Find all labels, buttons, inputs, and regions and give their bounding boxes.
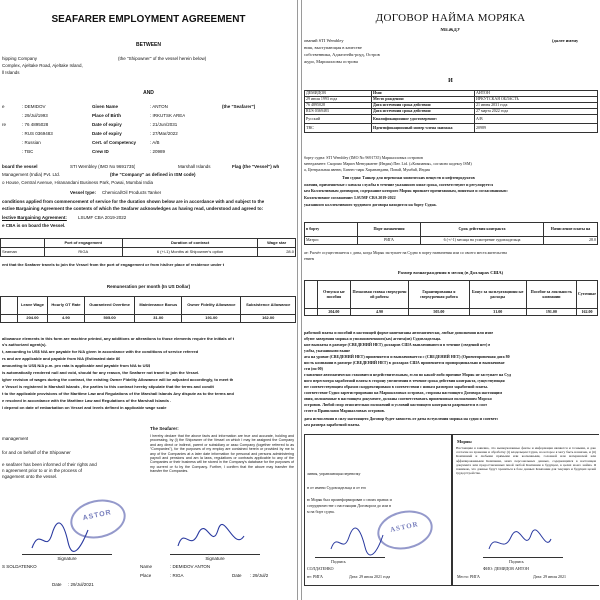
table-header: Guaranteed Overtime: [84, 297, 134, 315]
terms-line: rs and are applicable and payable from N/A (Estimated date 80: [2, 356, 121, 361]
seaman-book-expiry-label: Date of expiry: [92, 131, 122, 136]
shipowner-signature-ru: [329, 527, 385, 557]
seafarer-name: : DEMIDOV ANTON: [170, 564, 211, 569]
address-line-1: Complex, Ajeltake Road, Ajeltake Island,: [2, 63, 83, 68]
terms-line: ность компании в размере (СВЕДЕНИЙ НЕТ) в долларах США применяется пропорционально и выплачивае: [304, 360, 505, 365]
table-cell: 31.00: [135, 315, 182, 323]
table-header: Срок действия контракта: [421, 223, 544, 237]
table-cell: 28.0: [258, 248, 296, 257]
russian-agreement-page: [301, 0, 599, 600]
terms-line: t, amounting to US$ N/A are payable for N/A given in accordance with the conditions of service referred: [2, 349, 199, 354]
seaman-book-value: : RUS 0369483: [22, 131, 53, 136]
table-header: Hourly OT Rate: [47, 297, 84, 315]
place-left-ru: нт: РИГА: [307, 574, 323, 579]
company-role: (the "Company" as defined in ISM code): [110, 172, 196, 177]
table-cell: ДЕМИДОВ: [305, 91, 372, 97]
table-header: в борту: [305, 223, 358, 237]
table-cell: 31.00: [469, 309, 526, 316]
box-line: линия, управляющая перевозку: [307, 471, 361, 476]
company-address: o House, Central Avenue, Hiranandani Business Park, Powai, Mumbai India: [2, 180, 154, 185]
table-cell: Матрос: [305, 237, 358, 245]
signature-line: [22, 554, 112, 555]
place-of-birth-value: : IRKUTSK AREA: [150, 113, 186, 118]
russian-subtitle: МЕЖДУ: [440, 28, 461, 33]
flag-label: Flag (the "Vessel") wh: [232, 164, 280, 169]
russian-and: И: [448, 78, 453, 84]
passport-value: : 76 4895028: [22, 122, 49, 127]
table-cell: RIGA: [44, 248, 122, 257]
table-cell: 162.00: [241, 315, 296, 323]
seafarer-box-text: Настоящим я заявляю, что вышеуказанные факты и информация являются и точными, и даю согласие на хранение и обработку (i) владельцем Судна, на которое я могу быть назначен, и (ii) Компанией и любыми прямыми или косвенными, головной или материнской или аффилированными Компании, моих персональных данных, содержащихся в настоящем документе или предоставленных мной любой Компании в будущем, в целях моего найма. Я понимаю, что данные будут храниться в базе данных Компании для текущих и будущих целей трудоустройства.: [456, 446, 596, 476]
terms-line: овия, изложенные в настоящем документе, должны соответствовать применимым положениям Морско: [304, 396, 492, 401]
stamp-text: ASTOR: [389, 520, 420, 534]
terms-line: сти (по 00): [304, 366, 324, 371]
travel-note-ru: ае: Расчёт осуществляется с даты, когда Моряк заступает на Судно в порту назначения или со своего места жительства: [304, 250, 507, 255]
vessel-type-line: Тип судна: Танкер для перевозки химических веществ и нефтепродуктов: [342, 175, 475, 180]
shipowner-intro: (the "Shipowner" of the vessel herein below): [118, 56, 207, 61]
english-agreement-page: [0, 0, 298, 600]
travel-note-ru-2: ением: [304, 256, 315, 261]
table-cell: Имя:: [372, 91, 475, 97]
given-name-value: : ANTON: [150, 104, 168, 109]
table-cell: РИГА: [358, 237, 421, 245]
agent-note-3: ngagement onto the vessel.: [2, 474, 58, 479]
shipowner-signer-ru: СОЛДАТЕНКО: [307, 566, 334, 571]
cba-note: e CBA is on board the Vessel.: [2, 223, 66, 228]
signature-line: [170, 554, 260, 555]
table-cell: ИРКУТСКАЯ ОБЛАСТЬ: [475, 97, 598, 103]
table-cell: Место рождения:: [372, 97, 475, 103]
signing-date-right: : 29/Jul/2: [250, 573, 269, 578]
place-label: Place: [140, 573, 152, 578]
remuneration-table: [0, 296, 296, 323]
terms-line: ного пересмотра заработной платы в сторону увеличения в течение срока действия контракта, существующая: [304, 378, 505, 383]
birth-date-value: : 29/Jul/1993: [22, 113, 48, 118]
box-line: н от имени Судовладельца и от его: [307, 485, 367, 490]
passport-expiry-value: : 21/Jun/2031: [150, 122, 178, 127]
address-line-2: ll Islands: [2, 70, 20, 75]
table-cell: TBC: [305, 124, 372, 133]
engagement-table: [0, 238, 296, 257]
passport-expiry-label: Date of expiry: [92, 122, 122, 127]
russian-title: ДОГОВОР НАЙМА МОРЯКА: [375, 12, 526, 24]
nationality-value: : Russian: [22, 140, 41, 145]
table-cell: Seaman: [1, 248, 45, 257]
table-cell: 505.00: [84, 315, 134, 323]
agent-note-1: e seafarer has been informed of their rights and: [2, 462, 97, 467]
box-line: м на борт судна.: [307, 509, 335, 514]
cba-line: Коллективное соглашение: LSUMF CBA 2019-2022: [304, 195, 396, 200]
terms-line: ым размера заработной платы.: [304, 422, 361, 427]
seafarer-box-ru: [452, 434, 599, 586]
competency-label: Cert. of Competency: [92, 140, 137, 145]
seafarer-signature: [176, 522, 246, 556]
cba-note-line: указанного коллективного трудового договора находится на борту Судна.: [304, 202, 437, 207]
shipping-company: hipping Company: [2, 56, 38, 61]
table-cell: [305, 281, 318, 309]
table-header: Бонус за эксплуатационн ые расходы: [469, 281, 526, 309]
terms-line: работной платы и пособий в настоящей форме напечатаны автоматически, любые дополнения или изме: [304, 330, 494, 335]
terms-line: островов. Любой спор относительно положений и условий настоящего контракта разрешается в соот: [304, 402, 488, 407]
table-header: Суточные: [576, 281, 597, 309]
table-cell: 76 4895028: [305, 103, 372, 109]
engagement-table-ru: [304, 222, 598, 245]
table-header: Отпускн ые пособия: [318, 281, 351, 309]
vessel-type-value: Chemical/Oil Products Tanker: [102, 190, 162, 195]
terms-line: amounting to US$ N/A p.m. pro rata is applicable and payable from N/A to US$: [2, 363, 151, 368]
table-header: Начисление платы на: [544, 223, 598, 237]
table-header: Leave Wage: [18, 297, 48, 315]
signature-line: [315, 557, 385, 558]
conditions-para-1: conditions applied from commencement of service for the duration shown below are in accordance with and subject to the: [2, 199, 265, 204]
terms-line: ата на уровне (СВЕДЕНИЙ НЕТ) применяется и выплачивается с (СВЕДЕНИЙ НЕТ) (Ориентировочная дата 80: [304, 354, 510, 359]
terms-line: ют соответствующим образом скорректировано в соответствии с новым размером заработной платы.: [304, 384, 488, 389]
table-cell: [1, 297, 18, 315]
place-right-ru: Место: РИГА: [457, 574, 480, 579]
owner-line-right: (далее имену: [552, 38, 579, 43]
terms-line: соответствие Судно зарегистрировано на Маршалловых островах, стороны настоящего Договора настоящим: [304, 390, 503, 395]
table-cell: 28.0: [544, 237, 598, 245]
agent-note-2: n agreement prior to or in the process of: [2, 468, 83, 473]
signature-label: Signature: [57, 556, 77, 561]
table-cell: 191.00: [526, 309, 576, 316]
address-value: : TBC: [22, 149, 34, 154]
remuneration-title: Remuneration per month (In US Dollar): [106, 284, 191, 289]
table-cell: 4.90: [350, 309, 408, 316]
crew-id-value: : 20989: [150, 149, 166, 154]
management-label: management: [2, 436, 29, 441]
for-behalf-label: for and on behalf of the Shipowner: [2, 450, 71, 455]
date-right-ru: Дата: 29 июля 2021: [533, 574, 566, 579]
conditions-para-2: ective Bargaining Agreement the contents of which the Seafarer acknowledges as having read, understood and agreed to:: [2, 206, 264, 211]
signing-date-left: : 29/Jul/2021: [68, 582, 94, 587]
seafarer-declaration-text: I hereby declare that the above facts and information are true and accurate, holding and processing, by (i) the Shipowner of the Vessel on which I may be assigned the Company and any direct or indirect, parent or subsidiary or asso Company (together referred to as "Companies"), for the purposes of my employ are contained herein or provided by me to any of the Companies at a later date information for personal and persons administering payroll and pensions and am la laws, regulations or contracts applicable to any of the Companies or their business will be stored in the Company's database for the purposes of my current or fu by the Company. Further, I confirm that the above may transfer the transfer the Companies.: [150, 434, 294, 474]
date-label: Date: [232, 573, 242, 578]
flag-value: Marshall Islands: [178, 164, 211, 169]
table-cell: RUS 0369483: [305, 109, 372, 115]
signature-line: [483, 557, 563, 558]
shipowner-signature: [30, 520, 90, 556]
box-line: сотрудничестве с настоящим Договором до или в: [307, 503, 392, 508]
terms-line: l depend on date of embarkation on Vessel and levels defined in applicable wage scale: [2, 405, 167, 410]
company-address-line: а, Центральная авеню, Бизнес-парк Хиранандани, Повай, Мумбай, Индия: [304, 167, 430, 172]
terms-line: дата исчисления в силу настоящего Договор будет зависеть от даты вступления моряка на судно и соответс: [304, 416, 499, 421]
terms-line: igher revision of wages during the contract, the existing Owner Fidelity Allowance will be adjusted accordingly, to meet th: [2, 377, 234, 382]
table-cell: 29 июля 1993 года: [305, 97, 372, 103]
table-header: Почасовая ставка сверхурочн ой работы: [350, 281, 408, 309]
table-header: Owner Fidelity Allowance: [182, 297, 241, 315]
seafarer-declaration-heading: The Seafarer:: [150, 426, 179, 431]
terms-line: allowance elements in this form are machine printed, any additions or alterations to those elements require the initials of t: [2, 336, 235, 341]
and-label: AND: [143, 90, 154, 96]
table-cell: [1, 315, 18, 323]
table-cell: 204.00: [318, 309, 351, 316]
table-cell: 505.00: [409, 309, 469, 316]
place-of-birth-label: Place of Birth: [92, 113, 122, 118]
seafarer-role: (the "Seafarer"): [222, 104, 256, 109]
detail-label: re: [2, 122, 7, 127]
table-cell: 6 (+/-1) Months at Shipowner's option: [122, 248, 257, 257]
conditions-line: ым Коллективным договором, содержание которого Моряк признает прочитанным, понятым и согласованным:: [304, 188, 508, 193]
table-cell: Квалификационное удостоверение:: [372, 115, 475, 124]
owner-line: ований STI Wembley: [304, 38, 344, 43]
company-line: менеджмент: Скорпио Марин Менеджмент (Индия) Пвт. Ltd. («Компания», согласно кодексу ISM): [304, 161, 472, 166]
box-line: ю Моряк был проинформирован о своих правах и: [307, 497, 392, 502]
table-header: Пособие за лояльность компании: [526, 281, 576, 309]
terms-line: s's authorized agent(s).: [2, 342, 47, 347]
terms-line: t to the applicable provisions of the Maritime Law and Regulations of the Marshall Islands Any dispute as to the terms and: [2, 391, 234, 396]
signing-place: : RIGA: [170, 573, 184, 578]
terms-line: обуют заверения моряка и уполномоченного(ых) агента(ов) Судовладельца.: [304, 336, 442, 341]
name-label: Name: [140, 564, 153, 569]
terms-line: ужбы, указанными выше: [304, 348, 350, 353]
person-details-table: [304, 90, 598, 133]
table-header: Maintenance Bonus: [135, 297, 182, 315]
table-cell: 6 (+/-1) месяца на усмотрение судовладельца: [421, 237, 544, 245]
owner-line: журо, Маршалловы острова: [304, 59, 358, 64]
terms-line: стоте и Правилами Маршалловых островов.: [304, 408, 385, 413]
table-cell: A/B: [475, 115, 598, 124]
table-cell: Идентификационный номер члена экипажа: [372, 124, 475, 133]
seafarer-signature-ru: [487, 527, 553, 557]
table-header: Subsistence Allowance: [241, 297, 296, 315]
date-label: Date: [52, 582, 62, 587]
terms-line: кие выплаты в размере (СВЕДЕНИЙ НЕТ) долларов США выплачиваются в течение (сведений нет) в: [304, 342, 491, 347]
table-header: Wage star: [258, 239, 296, 248]
crew-id-label: Crew ID: [92, 149, 109, 154]
terms-line: is automatically rendered null and void, should for any reason, the Seafarer not travel to join the Vessel.: [2, 370, 200, 375]
cba-value: LSUMF CBA 2019-2022: [78, 215, 127, 220]
table-cell: АНТОН: [475, 91, 598, 97]
owner-line: собственника, Аджелтейк-роуд, Остров: [304, 52, 380, 57]
between-label: BETWEEN: [136, 42, 161, 48]
signature-label: Подпись: [509, 559, 524, 564]
board-vessel-label: board the vessel: [2, 164, 38, 169]
vessel-type-label: Vessel type:: [70, 190, 97, 195]
date-left-ru: Дата: 29 июля 2021 года: [349, 574, 391, 579]
terms-line: главление автоматически становится недействительным, если по какой-либо причине Моряк не заступает на Суд: [304, 372, 511, 377]
table-header: Duration of contract: [122, 239, 257, 248]
terms-line: e Vessel is registered in Marshall Islands , the parties to this contract hereby stipulate that the terms and condit: [2, 384, 214, 389]
company-name: Management (India) Pvt. Ltd.: [2, 172, 61, 177]
seafarer-name-ru: ФИО: ДЕМИДОВ АНТОН: [483, 566, 529, 571]
table-cell: 20989: [475, 124, 598, 133]
table-cell: Дата истечения срока действия:: [372, 103, 475, 109]
remuneration-table-ru: [304, 280, 598, 316]
shipowner-signer: S SOLDATENKO: [2, 564, 37, 569]
signature-label: Подпись: [331, 559, 346, 564]
terms-line: e resolved in accordance with the Maritime Law and Regulations of the Marshall Islands .: [2, 398, 172, 403]
surname-value: : DEMIDOV: [22, 104, 46, 109]
stamp-text: ASTOR: [82, 509, 113, 523]
remuneration-title-ru: Размер вознаграждения в месяц (в Долларах США): [397, 270, 504, 275]
detail-label: e: [2, 104, 5, 109]
vessel-name: STI Wembley (IMO No 9691735): [70, 164, 136, 169]
seafarer-box-title: Моряк:: [457, 439, 473, 444]
table-header: Порт назначения: [358, 223, 421, 237]
table-cell: 204.00: [18, 315, 48, 323]
table-cell: 191.00: [182, 315, 241, 323]
table-cell: Дата истечения срока действия:: [372, 109, 475, 115]
competency-value: : A/B: [150, 140, 160, 145]
table-cell: 4.90: [47, 315, 84, 323]
table-cell: [1, 239, 45, 248]
given-name-label: Given Name: [92, 104, 119, 109]
signature-label: Signature: [205, 556, 225, 561]
cba-label: lective Bargaining Agreement:: [2, 215, 67, 220]
seaman-book-expiry-value: : 27/Mar/2022: [150, 131, 178, 136]
table-header: Port of engagement: [44, 239, 122, 248]
table-header: Гарантированна я сверхурочная работа: [409, 281, 469, 309]
table-cell: Русский: [305, 115, 372, 124]
table-cell: 162.00: [576, 309, 597, 316]
vessel-line: борту судна: STI Wembley (IMO No 9691735) Маршалловых островов: [304, 155, 423, 160]
table-cell: 27 марта 2022 года: [475, 109, 598, 115]
agreement-title: SEAFARER EMPLOYMENT AGREEMENT: [51, 14, 246, 25]
table-cell: [305, 309, 318, 316]
table-cell: 21 июня 2031 года: [475, 103, 598, 109]
owner-line: ниш, выступающая в качестве: [304, 45, 362, 50]
conditions-line: ожения, применяемые с начала службы в течение указанного ниже срока, соответствуют и регулируется: [304, 182, 494, 187]
shipowner-box-ru: [304, 434, 452, 586]
travel-note: ent that the Seafarer travels to join the Vessel from the port of engagement or from his/her place of residence under t: [2, 262, 225, 267]
